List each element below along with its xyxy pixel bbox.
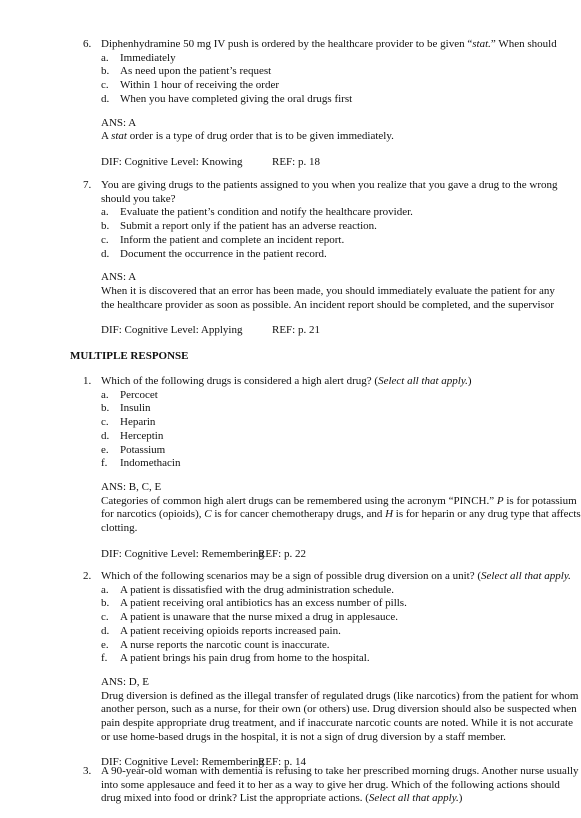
option-a: a. Percocet xyxy=(101,388,158,401)
metadata-line xyxy=(101,324,578,338)
question-stem: Which of the following drugs is considered a high alert drug? (Select all that apply.) xyxy=(101,375,472,387)
option-d: d. Herceptin xyxy=(101,429,164,442)
rationale: Categories of common high alert drugs can be remembered using the acronym “PINCH.” P is for potassium xyxy=(101,494,577,507)
metadata-line xyxy=(101,156,578,170)
option-a: a. Evaluate the patient’s condition and notify the healthcare provider. xyxy=(101,206,413,219)
reference: REF: p. 18 xyxy=(272,155,320,168)
question-stem: Diphenhydramine 50 mg IV push is ordered by the healthcare provider to be given “stat.” When should xyxy=(101,38,557,50)
option-d: d. When you have completed giving the oral drugs first xyxy=(101,92,353,105)
question-stem: Which of the following scenarios may be a sign of possible drug diversion on a unit? (Select all that apply. xyxy=(101,570,571,582)
multiple-response-1 xyxy=(83,375,581,561)
reference: REF: p. 22 xyxy=(258,547,306,560)
difficulty: DIF: Cognitive Level: Knowing xyxy=(101,155,243,168)
rationale-cont: for narcotics (opioids), C is for cancer chemotherapy drugs, and H is for heparin or any drug type that affects xyxy=(101,508,581,521)
rationale: Drug diversion is defined as the illegal transfer of regulated drugs (like narcotics) from the patient for whom xyxy=(101,689,579,702)
option-e: e. A nurse reports the narcotic count is inaccurate. xyxy=(101,638,330,651)
question-stem: A 90-year-old woman with dementia is refusing to take her prescribed morning drugs. Another nurse usually xyxy=(101,765,579,777)
difficulty: DIF: Cognitive Level: Remembering xyxy=(101,547,264,560)
option-b: b. Submit a report only if the patient has an adverse reaction. xyxy=(101,220,377,233)
question-stem: You are giving drugs to the patients assigned to you when you realize that you gave a drug to the wrong xyxy=(101,179,558,191)
reference: REF: p. 14 xyxy=(258,756,306,769)
question-stem-end: drug mixed into food or drink? List the appropriate actions. (Select all that apply.) xyxy=(101,792,463,805)
option-f: f. A patient brings his pain drug from home to the hospital. xyxy=(101,652,370,665)
option-d: d. Document the occurrence in the patient record. xyxy=(101,247,327,260)
rationale-cont-3: or use home-based drugs in the hospital, it is not a sign of drug diversion by a staff member. xyxy=(101,730,506,743)
answer: ANS: B, C, E xyxy=(101,480,162,493)
question-stem-cont: should you take? xyxy=(101,192,176,205)
option-c: c. A patient is unaware that the nurse mixed a drug in applesauce. xyxy=(101,611,398,624)
option-d: d. A patient receiving opioids reports increased pain. xyxy=(101,624,341,637)
question-number: 2. xyxy=(83,570,92,582)
rationale-cont-1: another person, such as a nurse, for their own (or others) use. Drug diversion should also be suspected when xyxy=(101,703,577,716)
rationale-cont: the healthcare provider as soon as possible. An incident report should be completed, and the supervisor xyxy=(101,298,555,311)
question-6 xyxy=(83,38,578,170)
multiple-response-2 xyxy=(83,570,579,770)
option-e: e. Potassium xyxy=(101,443,166,456)
difficulty: DIF: Cognitive Level: Remembering xyxy=(101,756,264,769)
question-number: 7. xyxy=(83,179,92,191)
rationale-cont-2: pain despite appropriate drug treatment, and if inaccurate narcotic counts are noted. While it is not accurate xyxy=(101,717,573,730)
reference: REF: p. 21 xyxy=(272,324,320,337)
question-number: 1. xyxy=(83,375,92,387)
option-f: f. Indomethacin xyxy=(101,457,181,470)
option-c: c. Heparin xyxy=(101,416,156,429)
answer: ANS: A xyxy=(101,116,137,129)
rationale: When it is discovered that an error has been made, you should immediately evaluate the patient for any xyxy=(101,284,555,297)
difficulty: DIF: Cognitive Level: Applying xyxy=(101,324,243,337)
rationale-end: clotting. xyxy=(101,522,138,535)
rationale: A stat order is a type of drug order that is to be given immediately. xyxy=(101,130,394,143)
answer: ANS: A xyxy=(101,271,137,284)
option-b: b. As need upon the patient’s request xyxy=(101,65,272,78)
question-number: 3. xyxy=(83,765,92,777)
option-a: a. A patient is dissatisfied with the drug administration schedule. xyxy=(101,583,395,596)
metadata-line xyxy=(101,548,578,562)
question-stem-cont: into some applesauce and feed it to her as a way to give her drug. Which of the following actions should xyxy=(101,778,560,791)
option-b: b. A patient receiving oral antibiotics has an excess number of pills. xyxy=(101,597,407,610)
multiple-response-3 xyxy=(83,765,579,806)
option-b: b. Insulin xyxy=(101,402,151,415)
option-c: c. Inform the patient and complete an incident report. xyxy=(101,233,345,246)
section-title: MULTIPLE RESPONSE xyxy=(70,350,189,362)
answer: ANS: D, E xyxy=(101,675,149,688)
option-a: a. Immediately xyxy=(101,51,176,64)
question-number: 6. xyxy=(83,38,92,50)
option-c: c. Within 1 hour of receiving the order xyxy=(101,79,280,92)
question-7 xyxy=(83,179,578,338)
